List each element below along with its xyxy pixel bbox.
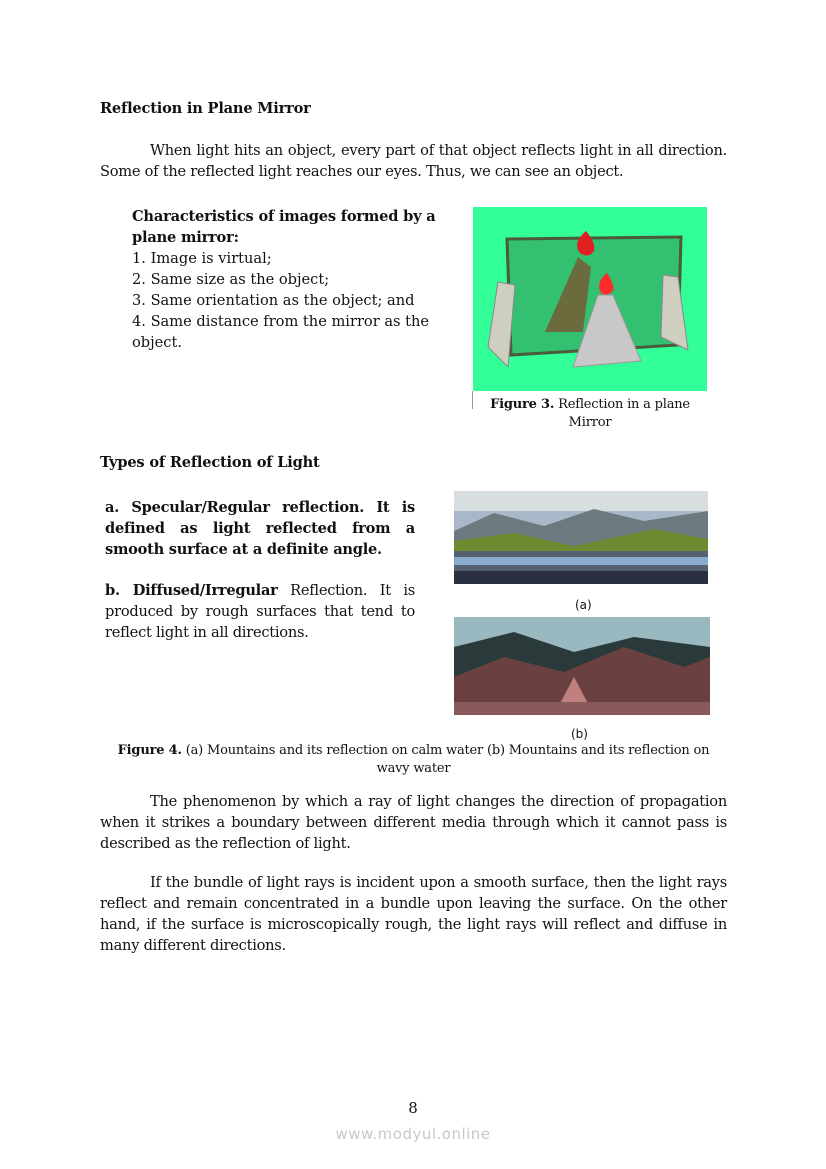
figure4a-calm-water-image	[454, 491, 708, 584]
figure4b-wavy-water-image	[454, 617, 710, 715]
list-item: 4. Same distance from the mirror as the object.	[132, 313, 430, 351]
list-item: 3. Same orientation as the object; and	[132, 292, 415, 309]
figure3-caption-text: Reflection in a plane Mirror	[558, 397, 690, 430]
diffused-definition	[105, 580, 415, 643]
section-heading-plane-mirror: Reflection in Plane Mirror	[100, 100, 311, 117]
section-heading-types: Types of Reflection of Light	[100, 454, 320, 471]
page-number: 8	[408, 1099, 418, 1117]
smooth-rough-paragraph: If the bundle of light rays is incident upon a smooth surface, then the light rays reflect and remain concentrated in a bundle upon leaving the surface. On the other hand, if the surface is microscopically rough, the light rays will reflect and diffuse in many different directions.	[100, 874, 727, 954]
figure3-mirror-image	[473, 207, 707, 391]
figure4-label: Figure 4.	[117, 743, 182, 758]
figure4b-label: (b)	[571, 727, 588, 741]
characteristics-list	[132, 206, 437, 353]
list-item: 1. Image is virtual;	[132, 250, 272, 267]
watermark: www.modyul.online	[335, 1125, 491, 1143]
reflection-paragraph: The phenomenon by which a ray of light changes the direction of propagation when it strikes a boundary between different media through which it cannot pass is described as the reflection of light.	[100, 793, 727, 852]
diffused-text: Reflection. It is produced by rough surfaces that tend to reflect light in all directions.	[105, 582, 416, 641]
figure4-caption	[100, 742, 727, 778]
figure4-caption-text: (a) Mountains and its reflection on calm water (b) Mountains and its reflection on wavy water	[185, 743, 710, 776]
figure4a-label: (a)	[575, 598, 592, 612]
characteristics-heading: Characteristics of images formed by a plane mirror:	[132, 208, 436, 246]
list-item: 2. Same size as the object;	[132, 271, 330, 288]
figure3-caption	[476, 396, 704, 432]
specular-definition: a. Specular/Regular reflection. It is defined as light reflected from a smooth surface at a definite angle.	[105, 499, 415, 558]
diffused-term: b. Diffused/Irregular	[105, 582, 278, 599]
intro-paragraph: When light hits an object, every part of that object reflects light in all direction. Some of the reflected light reaches our eyes. Thus, we can see an object.	[100, 142, 727, 180]
figure3-label: Figure 3.	[490, 397, 555, 412]
